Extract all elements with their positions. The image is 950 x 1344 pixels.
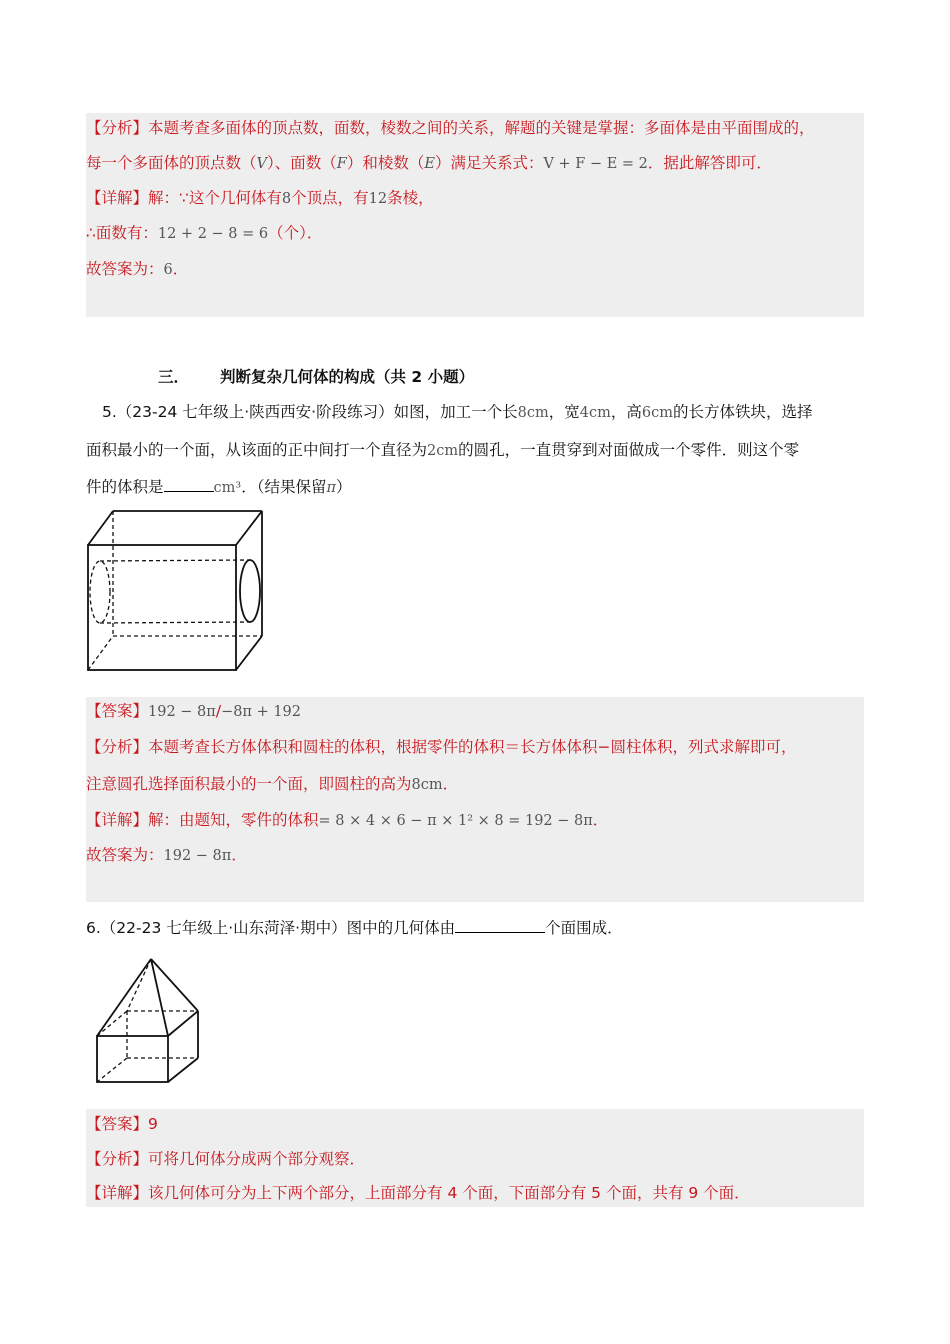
- detail-line-1: 【详解】解：∵这个几何体有8个顶点，有12条棱，: [86, 189, 434, 207]
- solution-box-q5: [86, 697, 864, 902]
- q6-analysis-line: 【分析】可将几何体分成两个部分观察．: [86, 1150, 366, 1168]
- analysis-line-2: 每一个多面体的顶点数（V）、面数（F）和棱数（E）满足关系式：V + F − E = 2．据此解答即可．: [86, 154, 772, 172]
- euler-formula: V + F − E = 2: [543, 156, 648, 172]
- detail-tag: 【详解】: [86, 811, 149, 829]
- detail-line-2: ∴面数有：12 + 2 − 8 = 6（个）．: [86, 224, 323, 242]
- solution-box-q6: [86, 1109, 864, 1207]
- analysis-tag: 【分析】: [86, 1150, 149, 1168]
- section-title: 判断复杂几何体的构成（共 2 小题）: [220, 368, 475, 386]
- answer-blank[interactable]: [164, 476, 214, 492]
- q5-line-2: 面积最小的一个面，从该面的正中间打一个直径为2cm的圆孔，一直贯穿到对面做成一个零件．则这个零: [86, 441, 800, 459]
- q5-line-1: 5.（23-24 七年级上·陕西西安·阶段练习）如图，加工一个长8cm，宽4cm，高6cm的长方体铁块，选择: [102, 403, 813, 421]
- q5-detail-line-1: 【详解】解：由题知，零件的体积= 8 × 4 × 6 − π × 1² × 8 = 192 − 8π．: [86, 811, 609, 829]
- analysis-tag: 【分析】: [86, 738, 149, 756]
- q5-analysis-line-2: 注意圆孔选择面积最小的一个面，即圆柱的高为8cm．: [86, 775, 459, 793]
- q5-answer-line: 【答案】192 − 8π/−8π + 192: [86, 702, 302, 720]
- detail-line-3: 故答案为：6．: [86, 260, 189, 278]
- pyramid-on-cuboid-figure: [94, 956, 210, 1084]
- section-number: 三．: [158, 368, 190, 386]
- answer-tag: 【答案】: [86, 702, 149, 720]
- q6-answer-line: 【答案】9: [86, 1115, 158, 1133]
- q5-detail-line-2: 故答案为：192 − 8π．: [86, 846, 247, 864]
- detail-tag: 【详解】: [86, 189, 149, 207]
- solution-box-q4: [86, 113, 864, 317]
- q5-analysis-line-1: 【分析】本题考查长方体体积和圆柱的体积，根据零件的体积＝长方体体积−圆柱体积，列式求解即可，: [86, 738, 797, 756]
- q6-detail-line: 【详解】该几何体可分为上下两个部分，上面部分有 4 个面，下面部分有 5 个面，共有 9 个面．: [86, 1184, 750, 1202]
- answer-blank[interactable]: [455, 917, 545, 933]
- q6-line: 6.（22-23 七年级上·山东菏泽·期中）图中的几何体由 个面围成．: [86, 919, 623, 937]
- analysis-tag: 【分析】: [86, 119, 149, 137]
- cuboid-with-hole-figure: [84, 508, 284, 678]
- analysis-line-1: 【分析】本题考查多面体的顶点数，面数，棱数之间的关系，解题的关键是掌握：多面体是由平面围成的，: [86, 119, 815, 137]
- q5-line-3: 件的体积是 cm³．（结果保留π）: [86, 478, 352, 496]
- answer-tag: 【答案】: [86, 1115, 149, 1133]
- detail-tag: 【详解】: [86, 1184, 149, 1202]
